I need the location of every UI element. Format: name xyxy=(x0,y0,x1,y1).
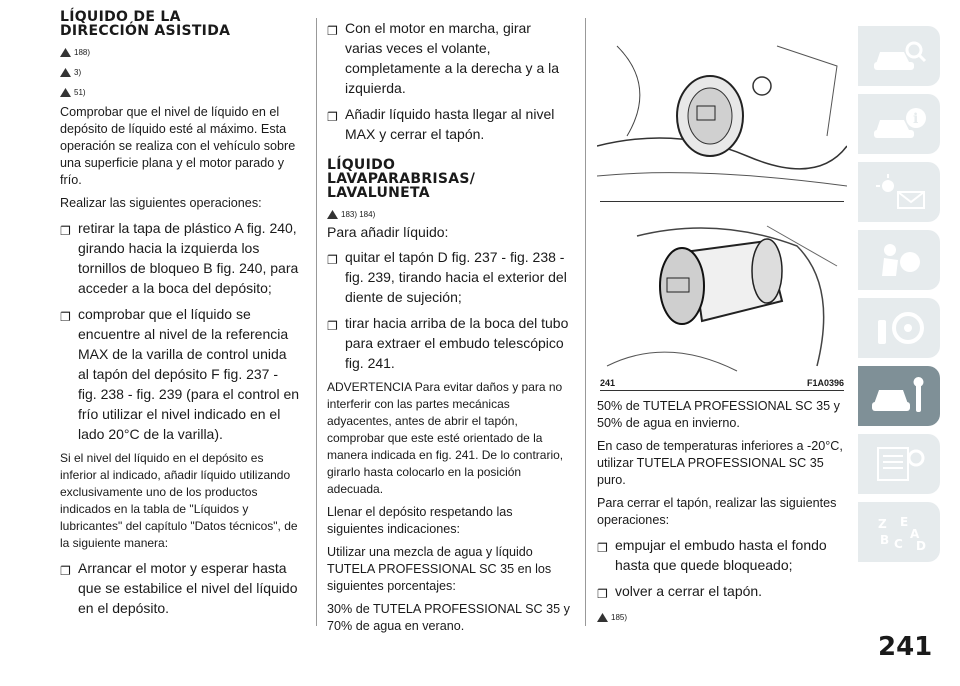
checkbox-bullet-icon: ❐ xyxy=(327,110,338,124)
svg-text:Z: Z xyxy=(878,517,887,531)
column-3 xyxy=(597,398,849,627)
column-divider xyxy=(316,18,317,626)
dashboard-lights-icon xyxy=(870,172,928,212)
tab-car-search[interactable] xyxy=(858,26,940,86)
figure-caption xyxy=(600,378,844,388)
warning-triangle-icon xyxy=(60,88,71,97)
reservoir-cap-illustration xyxy=(597,26,847,198)
list-item: ❐ empujar el embudo hasta el fondo hasta que quede bloqueado; xyxy=(597,537,827,573)
list-item: ❐ comprobar que el líquido se encuentre al nivel de la referencia MAX de la varilla de control unida al tapón del depósito F fig. 237 - fig. 238 - fig. 239 (para el control en frío utilizar el nivel indicado en el lado 20°C de la varilla). xyxy=(60,306,300,442)
car-search-icon xyxy=(870,36,928,76)
checkbox-bullet-icon: ❐ xyxy=(60,224,71,238)
caption-rule xyxy=(600,390,844,391)
svg-text:B: B xyxy=(880,533,890,547)
technical-data-icon xyxy=(870,444,928,484)
paragraph: Utilizar una mezcla de agua y líquido TUTELA PROFESSIONAL SC 35 en los siguientes porcentajes: xyxy=(327,545,552,593)
paragraph: En caso de temperaturas inferiores a -20°C, utilizar TUTELA PROFESSIONAL SC 35 puro. xyxy=(597,439,843,487)
checkbox-bullet-icon: ❐ xyxy=(327,319,338,333)
checkbox-bullet-icon: ❐ xyxy=(60,310,71,324)
tab-steering[interactable] xyxy=(858,298,940,358)
checkbox-bullet-icon: ❐ xyxy=(327,253,338,267)
paragraph: Comprobar que el nivel de líquido en el depósito de líquido esté al máximo. Esta operación se realiza con el vehículo sobre una superficie plana y el motor parado y frío. xyxy=(60,105,296,187)
svg-text:D: D xyxy=(916,539,926,552)
tab-airbag[interactable] xyxy=(858,230,940,290)
chapter-tabs xyxy=(858,26,940,570)
figure-number: 241 xyxy=(600,378,616,388)
warning-paragraph: ADVERTENCIA Para evitar daños y para no interferir con las partes mecánicas adyacentes, antes de abrir el tapón, comprobar que este esté orientado de la manera indicada en fig. 241. De lo contrario, girarlo hasta colocarlo en la posición adecuada. xyxy=(327,380,564,496)
paragraph: Para añadir líquido: xyxy=(327,224,449,240)
washer-funnel-illustration xyxy=(597,206,847,376)
tab-technical-data[interactable] xyxy=(858,434,940,494)
tab-maintenance[interactable] xyxy=(858,366,940,426)
warning-ref-2: 3) xyxy=(60,62,300,82)
page-number: 241 xyxy=(878,632,933,662)
column-divider xyxy=(585,18,586,626)
car-wrench-icon xyxy=(870,376,928,416)
list-item: ❐ retirar la tapa de plástico A fig. 240, girando hacia la izquierda los tornillos de bloqueo B fig. 240, para acceder a la boca del depósito; xyxy=(60,220,299,296)
list-item: ❐ Añadir líquido hasta llegar al nivel MAX y cerrar el tapón. xyxy=(327,106,555,142)
paragraph: Para cerrar el tapón, realizar las siguientes operaciones: xyxy=(597,496,837,527)
svg-text:i: i xyxy=(913,111,919,127)
list-item: ❐ volver a cerrar el tapón. xyxy=(597,581,849,601)
paragraph: 30% de TUTELA PROFESSIONAL SC 35 y 70% de agua en verano. xyxy=(327,602,570,633)
tab-index[interactable] xyxy=(858,502,940,562)
svg-text:A: A xyxy=(910,527,920,541)
checkbox-bullet-icon: ❐ xyxy=(60,564,71,578)
section-title-power-steering: LÍQUIDO DE LA DIRECCIÓN ASISTIDA xyxy=(60,9,231,39)
svg-text:C: C xyxy=(894,537,903,551)
figure-divider xyxy=(600,201,844,202)
warning-triangle-icon xyxy=(60,48,71,57)
svg-text:E: E xyxy=(900,515,909,529)
checkbox-bullet-icon: ❐ xyxy=(327,24,338,38)
list-item: ❐ tirar hacia arriba de la boca del tubo para extraer el embudo telescópico fig. 241. xyxy=(327,315,569,371)
warning-refs: 183) 184) xyxy=(327,204,572,224)
warning-ref: 185) xyxy=(597,607,849,627)
list-item: ❐ quitar el tapón D fig. 237 - fig. 238 - fig. 239, tirando hacia el exterior del diente de sujeción; xyxy=(327,249,567,305)
warning-ref-3: 51) xyxy=(60,82,300,102)
checkbox-bullet-icon: ❐ xyxy=(597,541,608,555)
paragraph: Llenar el depósito respetando las siguientes indicaciones: xyxy=(327,505,513,536)
airbag-icon xyxy=(870,240,928,280)
warning-triangle-icon xyxy=(60,68,71,77)
steering-wheel-icon xyxy=(870,308,928,348)
list-item: ❐ Arrancar el motor y esperar hasta que se estabilice el nivel del líquido en el depósito. xyxy=(60,560,298,616)
figure-code: F1A0396 xyxy=(806,378,844,388)
index-icon xyxy=(870,512,928,552)
paragraph: 50% de TUTELA PROFESSIONAL SC 35 y 50% de agua en invierno. xyxy=(597,399,840,430)
section-title-washer-fluid: LÍQUIDO LAVAPARABRISAS/ LAVALUNETA xyxy=(327,157,476,201)
column-2 xyxy=(327,18,572,641)
figure-engine-reservoir xyxy=(597,26,847,198)
paragraph: Si el nivel del líquido en el depósito es inferior al indicado, añadir líquido utilizando exclusivamente uno de los productos indicados en la tabla de "Líquidos y lubricantes" del capítulo "Datos técnicos", de la siguiente manera: xyxy=(60,451,298,550)
car-info-icon xyxy=(870,104,928,144)
column-1 xyxy=(60,0,300,624)
warning-triangle-icon xyxy=(597,613,608,622)
paragraph: Realizar las siguientes operaciones: xyxy=(60,196,262,210)
warning-triangle-icon xyxy=(327,210,338,219)
tab-dashboard-lights[interactable] xyxy=(858,162,940,222)
figure-241-washer-funnel xyxy=(597,206,847,376)
list-item: ❐ Con el motor en marcha, girar varias veces el volante, completamente a la derecha y a la izquierda. xyxy=(327,20,560,96)
checkbox-bullet-icon: ❐ xyxy=(597,587,608,601)
tab-car-info[interactable] xyxy=(858,94,940,154)
warning-ref-1: 188) xyxy=(60,42,300,62)
